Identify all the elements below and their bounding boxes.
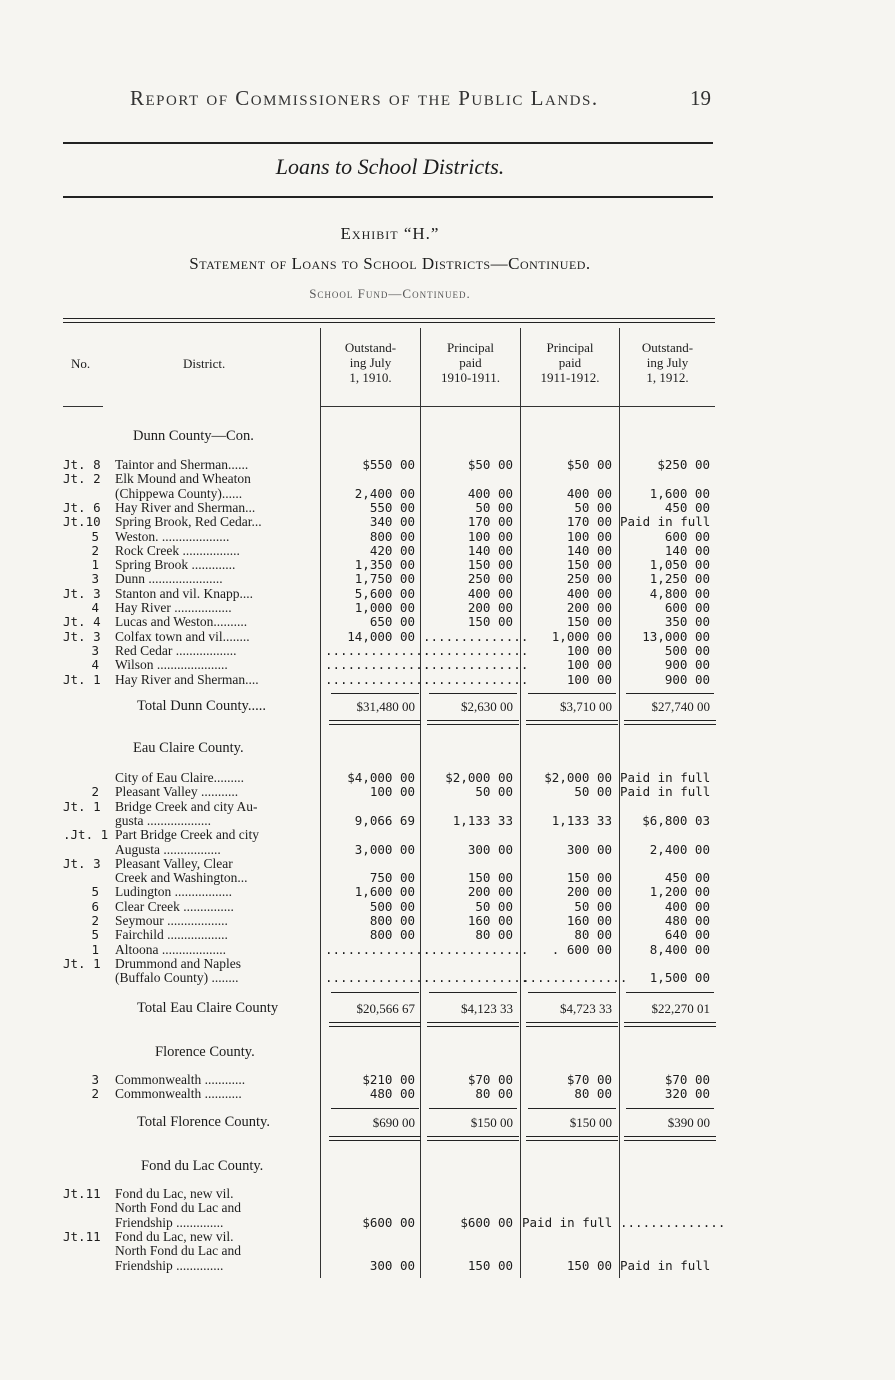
outstanding-1910-cell: 300 00 xyxy=(369,1257,415,1273)
column-header-no: No. xyxy=(71,356,91,371)
principal-1910-1911-cell: 80 00 xyxy=(475,927,513,943)
district-name: Red Cedar .................. xyxy=(115,643,237,658)
principal-1911-1912-cell: 160 00 xyxy=(566,913,612,928)
district-number: 3 xyxy=(91,642,99,658)
district-name: Stanton and vil. Knapp.... xyxy=(115,586,253,601)
outstanding-1910-cell: 480 00 xyxy=(369,1086,415,1102)
table-row xyxy=(63,630,715,644)
principal-1911-1912-cell: . 600 00 xyxy=(551,941,612,957)
table-row xyxy=(63,1230,715,1244)
district-name: Taintor and Sherman...... xyxy=(115,458,249,472)
district-number: Jt. 4 xyxy=(63,614,101,630)
loans-table xyxy=(63,318,726,1278)
total-value: $2,630 00 xyxy=(461,699,513,714)
district-number: 4 xyxy=(91,600,99,615)
outstanding-1912-cell: Paid in full xyxy=(620,770,711,785)
total-label: Total Florence County. xyxy=(137,1114,270,1130)
district-name: (Buffalo County) ........ xyxy=(115,971,239,986)
table-row xyxy=(63,558,715,572)
exhibit-label: Exhibit “H.” xyxy=(340,224,440,243)
outstanding-1912-cell: Paid in full xyxy=(620,514,711,530)
principal-1911-1912-cell: 100 00 xyxy=(566,528,612,544)
principal-1910-1911-cell: 80 00 xyxy=(475,1086,513,1102)
district-name: Hay River and Sherman.... xyxy=(115,672,259,687)
outstanding-1912-cell: Paid in full xyxy=(620,784,711,800)
district-number: 3 xyxy=(91,1072,99,1087)
outstanding-1910-cell: 1,750 00 xyxy=(354,571,415,587)
district-name: (Chippewa County)...... xyxy=(115,486,243,501)
district-name: Fairchild .................. xyxy=(115,928,228,943)
principal-1911-1912-cell: 50 00 xyxy=(574,499,612,515)
table-row xyxy=(63,900,715,914)
district-name: Friendship .............. xyxy=(115,1215,224,1230)
district-number: 1 xyxy=(91,557,99,573)
column-header-district: District. xyxy=(183,356,226,371)
title-rule xyxy=(63,196,713,198)
principal-1910-1911-cell: .............. xyxy=(423,657,529,673)
page-number: 19 xyxy=(690,86,711,110)
principal-1910-1911-cell: $600 00 xyxy=(460,1214,513,1230)
principal-1910-1911-cell: $2,000 00 xyxy=(445,770,513,785)
total-double-rule xyxy=(329,720,421,725)
sum-rule xyxy=(626,693,714,694)
sum-rule xyxy=(331,992,419,993)
table-row xyxy=(63,1087,715,1101)
outstanding-1912-cell: Paid in full xyxy=(620,1257,711,1273)
principal-1910-1911-cell: 160 00 xyxy=(467,913,513,928)
district-name: Dunn ...................... xyxy=(115,572,223,587)
principal-1910-1911-cell: 300 00 xyxy=(467,841,513,857)
principal-1911-1912-cell: 140 00 xyxy=(566,542,612,558)
district-name: Altoona ................... xyxy=(115,942,226,957)
outstanding-1912-cell: 1,600 00 xyxy=(649,485,710,501)
principal-1911-1912-cell: 300 00 xyxy=(566,841,612,857)
outstanding-1910-cell: $210 00 xyxy=(362,1072,415,1087)
principal-1910-1911-cell: .............. xyxy=(423,642,529,658)
table-row xyxy=(63,1214,726,1230)
principal-1911-1912-cell: 400 00 xyxy=(566,585,612,601)
district-number: Jt.11 xyxy=(63,1186,101,1201)
principal-1910-1911-cell: 50 00 xyxy=(475,499,513,515)
total-value: $31,480 00 xyxy=(356,699,415,714)
total-value: $4,723 33 xyxy=(560,1001,612,1016)
district-number: Jt. 3 xyxy=(63,628,101,644)
table-row xyxy=(63,785,715,799)
table-row xyxy=(63,658,715,672)
outstanding-1910-cell: 9,066 69 xyxy=(354,812,415,828)
outstanding-1910-cell: $600 00 xyxy=(362,1214,415,1230)
column-header-principal-1910-1911: Principal paid 1910-1911. xyxy=(440,340,501,385)
table-row xyxy=(63,458,715,472)
outstanding-1910-cell: 420 00 xyxy=(369,542,415,558)
outstanding-1912-cell: 480 00 xyxy=(664,913,710,928)
outstanding-1910-cell: 1,350 00 xyxy=(354,557,415,573)
principal-1911-1912-cell: Paid in full xyxy=(522,1214,613,1230)
district-number: 5 xyxy=(91,528,99,544)
outstanding-1910-cell: .............. xyxy=(325,970,431,986)
table-row xyxy=(63,515,715,529)
table-row xyxy=(63,601,715,615)
column-header-outstanding-1910: Outstand- ing July 1, 1910. xyxy=(344,340,397,385)
outstanding-1912-cell: 1,500 00 xyxy=(649,970,710,986)
outstanding-1910-cell: 500 00 xyxy=(369,898,415,914)
total-double-rule xyxy=(329,1022,421,1027)
outstanding-1912-cell: $70 00 xyxy=(664,1072,710,1087)
principal-1910-1911-cell: 170 00 xyxy=(467,514,513,530)
district-number: Jt. 3 xyxy=(63,585,101,601)
district-name: Seymour .................. xyxy=(115,914,228,928)
district-name: Weston. .................... xyxy=(115,529,230,544)
principal-1910-1911-cell: 50 00 xyxy=(475,784,513,800)
total-value: $4,123 33 xyxy=(461,1001,513,1016)
column-header-outstanding-1912: Outstand- ing July 1, 1912. xyxy=(641,340,694,385)
table-row xyxy=(63,800,715,814)
sum-rule xyxy=(528,992,616,993)
outstanding-1912-cell: 600 00 xyxy=(664,528,710,544)
district-number: 2 xyxy=(91,913,99,928)
county-heading: Florence County. xyxy=(155,1044,255,1060)
principal-1911-1912-cell: $70 00 xyxy=(566,1072,612,1087)
table-row xyxy=(63,1244,715,1258)
outstanding-1912-cell: 500 00 xyxy=(664,642,710,658)
total-value: $150 00 xyxy=(470,1115,513,1130)
principal-1910-1911-cell: .............. xyxy=(423,970,529,986)
district-name: Fond du Lac, new vil. xyxy=(115,1229,234,1244)
outstanding-1910-cell: 14,000 00 xyxy=(347,628,415,644)
district-number: 4 xyxy=(91,657,99,673)
total-value: $27,740 00 xyxy=(651,699,710,714)
section-title: Loans to School Districts. xyxy=(275,154,505,179)
district-name: Spring Brook, Red Cedar... xyxy=(115,515,262,530)
table-row xyxy=(63,544,715,558)
district-number: 3 xyxy=(91,571,99,587)
principal-1911-1912-cell: 250 00 xyxy=(566,571,612,587)
district-number: Jt. 6 xyxy=(63,499,101,515)
district-name: Fond du Lac, new vil. xyxy=(115,1187,234,1201)
outstanding-1910-cell: .............. xyxy=(325,657,431,673)
principal-1911-1912-cell: 100 00 xyxy=(566,671,612,687)
district-number: 5 xyxy=(91,884,99,900)
district-name: Bridge Creek and city Au- xyxy=(115,799,258,814)
total-value: $20,566 67 xyxy=(356,1001,415,1016)
total-double-rule xyxy=(526,1022,618,1027)
header-rule xyxy=(63,406,103,407)
table-row xyxy=(63,943,715,957)
sum-rule xyxy=(429,693,517,694)
outstanding-1912-cell: 600 00 xyxy=(664,600,710,615)
total-value: $3,710 00 xyxy=(560,699,612,714)
district-number: Jt. 8 xyxy=(63,457,101,472)
outstanding-1910-cell: $550 00 xyxy=(362,457,415,472)
principal-1911-1912-cell: 150 00 xyxy=(566,557,612,573)
total-double-rule xyxy=(624,1022,716,1027)
table-row xyxy=(63,1187,715,1201)
outstanding-1910-cell: 650 00 xyxy=(369,614,415,630)
district-name: Ludington ................. xyxy=(115,885,232,900)
district-number: Jt. 1 xyxy=(63,671,101,687)
fund-note: School Fund—Continued. xyxy=(309,286,471,301)
district-name: Hay River and Sherman... xyxy=(115,500,256,515)
principal-1910-1911-cell: 200 00 xyxy=(467,884,513,900)
sum-rule xyxy=(331,693,419,694)
district-name: North Fond du Lac and xyxy=(115,1244,241,1259)
table-row xyxy=(63,914,715,928)
table-row xyxy=(63,501,715,515)
running-head: Report of Commissioners of the Public Lands. xyxy=(130,86,599,110)
total-double-rule xyxy=(624,720,716,725)
district-number: 2 xyxy=(91,542,99,558)
district-name: Commonwealth ........... xyxy=(115,1087,242,1102)
table-row xyxy=(63,587,715,601)
outstanding-1910-cell: 2,400 00 xyxy=(354,485,415,501)
principal-1911-1912-cell: $50 00 xyxy=(566,457,612,472)
principal-1911-1912-cell: 1,000 00 xyxy=(551,628,612,644)
outstanding-1912-cell: 1,250 00 xyxy=(649,571,710,587)
principal-1911-1912-cell: 170 00 xyxy=(566,514,612,530)
principal-1910-1911-cell: 140 00 xyxy=(467,542,513,558)
outstanding-1910-cell: 750 00 xyxy=(369,870,415,886)
table-row xyxy=(63,971,715,985)
total-value: $22,270 01 xyxy=(651,1001,710,1016)
principal-1911-1912-cell: 80 00 xyxy=(574,1086,612,1102)
district-number: 2 xyxy=(91,784,99,800)
principal-1911-1912-cell: 150 00 xyxy=(566,614,612,630)
district-name: City of Eau Claire......... xyxy=(115,771,244,785)
principal-1910-1911-cell: 150 00 xyxy=(467,557,513,573)
outstanding-1912-cell: 450 00 xyxy=(664,870,710,886)
district-number: 5 xyxy=(91,927,99,943)
outstanding-1910-cell: 100 00 xyxy=(369,784,415,800)
principal-1910-1911-cell: .............. xyxy=(423,628,529,644)
total-value: $390 00 xyxy=(667,1115,710,1130)
principal-1910-1911-cell: 400 00 xyxy=(467,585,513,601)
table-row xyxy=(63,857,715,871)
outstanding-1912-cell: $250 00 xyxy=(657,457,710,472)
total-value: $150 00 xyxy=(569,1115,612,1130)
outstanding-1910-cell: 1,000 00 xyxy=(354,600,415,615)
principal-1910-1911-cell: 50 00 xyxy=(475,898,513,914)
table-row xyxy=(63,472,715,486)
principal-1910-1911-cell: 150 00 xyxy=(467,614,513,630)
outstanding-1910-cell: 3,000 00 xyxy=(354,841,415,857)
district-name: Creek and Washington... xyxy=(115,871,248,886)
total-row xyxy=(63,1114,715,1134)
total-double-rule xyxy=(427,1022,519,1027)
district-number: Jt. 2 xyxy=(63,471,101,487)
principal-1911-1912-cell: 150 00 xyxy=(566,1257,612,1273)
district-number: Jt.11 xyxy=(63,1228,101,1244)
sum-rule xyxy=(429,992,517,993)
outstanding-1912-cell: 350 00 xyxy=(664,614,710,630)
principal-1911-1912-cell: $2,000 00 xyxy=(544,770,612,785)
district-number: 6 xyxy=(91,898,99,914)
sum-rule xyxy=(528,693,616,694)
total-double-rule xyxy=(329,1136,421,1141)
table-row xyxy=(63,530,715,544)
principal-1910-1911-cell: .............. xyxy=(423,671,529,687)
district-number: .Jt. 1 xyxy=(63,827,109,843)
outstanding-1912-cell: 1,050 00 xyxy=(649,557,710,573)
outstanding-1912-cell: 13,000 00 xyxy=(642,628,710,644)
principal-1911-1912-cell: .............. xyxy=(522,970,628,986)
district-name: Spring Brook ............. xyxy=(115,558,236,573)
principal-1911-1912-cell: 150 00 xyxy=(566,870,612,886)
district-number: Jt. 1 xyxy=(63,955,101,971)
principal-1911-1912-cell: 100 00 xyxy=(566,657,612,673)
table-row xyxy=(63,957,715,971)
district-name: Pleasant Valley, Clear xyxy=(115,856,233,871)
table-row xyxy=(63,1259,715,1273)
principal-1910-1911-cell: 100 00 xyxy=(467,528,513,544)
sum-rule xyxy=(626,992,714,993)
district-name: Hay River ................. xyxy=(115,601,232,615)
table-row xyxy=(63,615,715,629)
district-name: Colfax town and vil........ xyxy=(115,629,250,644)
total-double-rule xyxy=(427,1136,519,1141)
outstanding-1912-cell: 900 00 xyxy=(664,657,710,673)
county-heading: Dunn County—Con. xyxy=(133,428,254,444)
sum-rule xyxy=(429,1108,517,1109)
outstanding-1912-cell: 1,200 00 xyxy=(649,884,710,900)
sum-rule xyxy=(626,1108,714,1109)
table-row xyxy=(63,843,715,857)
district-name: Part Bridge Creek and city xyxy=(115,828,259,843)
outstanding-1912-cell: 2,400 00 xyxy=(649,841,710,857)
district-name: Elk Mound and Wheaton xyxy=(115,472,251,487)
total-double-rule xyxy=(526,1136,618,1141)
district-name: Wilson ..................... xyxy=(115,658,228,673)
principal-1911-1912-cell: 200 00 xyxy=(566,884,612,900)
outstanding-1912-cell: .............. xyxy=(620,1214,726,1230)
total-double-rule xyxy=(526,720,618,725)
principal-1910-1911-cell: $50 00 xyxy=(467,457,513,472)
district-number: Jt. 3 xyxy=(63,855,101,871)
top-rule xyxy=(63,142,713,144)
total-label: Total Eau Claire County xyxy=(137,1000,279,1016)
principal-1911-1912-cell: 80 00 xyxy=(574,927,612,943)
table-row xyxy=(63,487,715,501)
principal-1911-1912-cell: 100 00 xyxy=(566,642,612,658)
outstanding-1910-cell: 800 00 xyxy=(369,528,415,544)
county-heading: Fond du Lac County. xyxy=(141,1158,264,1174)
outstanding-1912-cell: 450 00 xyxy=(664,499,710,515)
principal-1911-1912-cell: 200 00 xyxy=(566,600,612,615)
district-name: Friendship .............. xyxy=(115,1258,224,1273)
outstanding-1910-cell: .............. xyxy=(325,941,431,957)
principal-1910-1911-cell: 150 00 xyxy=(467,870,513,886)
outstanding-1912-cell: 4,800 00 xyxy=(649,585,710,601)
district-name: Rock Creek ................. xyxy=(115,543,240,558)
principal-1911-1912-cell: 50 00 xyxy=(574,898,612,914)
total-double-rule xyxy=(427,720,519,725)
principal-1910-1911-cell: 250 00 xyxy=(467,571,513,587)
district-name: Lucas and Weston.......... xyxy=(115,615,248,630)
district-name: Pleasant Valley ........... xyxy=(115,785,239,800)
total-value: $690 00 xyxy=(372,1115,415,1130)
column-header-principal-1911-1912: Principal paid 1911-1912. xyxy=(540,340,600,385)
outstanding-1910-cell: .............. xyxy=(325,671,431,687)
district-name: Clear Creek ............... xyxy=(115,899,234,914)
total-label: Total Dunn County..... xyxy=(137,698,266,714)
outstanding-1912-cell: 8,400 00 xyxy=(649,941,710,957)
district-number: 1 xyxy=(91,941,99,957)
outstanding-1910-cell: $4,000 00 xyxy=(347,770,415,785)
outstanding-1910-cell: 1,600 00 xyxy=(354,884,415,900)
outstanding-1910-cell: 550 00 xyxy=(369,499,415,515)
table-row xyxy=(63,814,715,828)
outstanding-1912-cell: 400 00 xyxy=(664,898,710,914)
outstanding-1912-cell: 900 00 xyxy=(664,671,710,687)
district-number: Jt. 1 xyxy=(63,798,101,814)
principal-1910-1911-cell: 1,133 33 xyxy=(452,812,513,828)
table-row xyxy=(63,928,715,942)
table-row xyxy=(63,828,715,842)
table-row xyxy=(63,885,715,899)
district-name: Commonwealth ............ xyxy=(115,1073,246,1087)
outstanding-1912-cell: 640 00 xyxy=(664,927,710,943)
outstanding-1912-cell: $6,800 03 xyxy=(642,812,710,828)
district-name: Augusta ................. xyxy=(115,842,221,857)
district-name: North Fond du Lac and xyxy=(115,1201,241,1216)
table-row xyxy=(63,572,715,586)
table-top-double-rule xyxy=(63,318,715,323)
district-name: Drummond and Naples xyxy=(115,956,241,971)
county-heading: Eau Claire County. xyxy=(133,740,244,756)
table-row xyxy=(63,1073,715,1087)
principal-1910-1911-cell: 400 00 xyxy=(467,485,513,501)
header-rule xyxy=(321,406,715,407)
principal-1911-1912-cell: 400 00 xyxy=(566,485,612,501)
table-row xyxy=(63,871,715,885)
principal-1911-1912-cell: 50 00 xyxy=(574,784,612,800)
sum-rule xyxy=(331,1108,419,1109)
outstanding-1912-cell: 140 00 xyxy=(664,542,710,558)
outstanding-1910-cell: 340 00 xyxy=(369,514,415,530)
outstanding-1910-cell: 5,600 00 xyxy=(354,585,415,601)
principal-1910-1911-cell: 200 00 xyxy=(467,600,513,615)
total-row xyxy=(63,698,715,718)
statement-title: Statement of Loans to School Districts—Continued. xyxy=(189,254,591,273)
outstanding-1910-cell: 800 00 xyxy=(369,927,415,943)
table-row xyxy=(63,644,715,658)
sum-rule xyxy=(528,1108,616,1109)
table-row xyxy=(63,771,715,785)
principal-1910-1911-cell: .............. xyxy=(423,941,529,957)
outstanding-1910-cell: 800 00 xyxy=(369,913,415,928)
principal-1910-1911-cell: $70 00 xyxy=(467,1072,513,1087)
outstanding-1910-cell: .............. xyxy=(325,642,431,658)
district-name: gusta ................... xyxy=(115,813,211,828)
total-double-rule xyxy=(624,1136,716,1141)
principal-1911-1912-cell: 1,133 33 xyxy=(551,812,612,828)
principal-1910-1911-cell: 150 00 xyxy=(467,1257,513,1273)
district-number: 2 xyxy=(91,1086,99,1102)
table-row xyxy=(63,1201,715,1215)
total-row xyxy=(63,1000,715,1020)
outstanding-1912-cell: 320 00 xyxy=(664,1086,710,1102)
district-number: Jt.10 xyxy=(63,514,101,530)
table-row xyxy=(63,673,715,687)
